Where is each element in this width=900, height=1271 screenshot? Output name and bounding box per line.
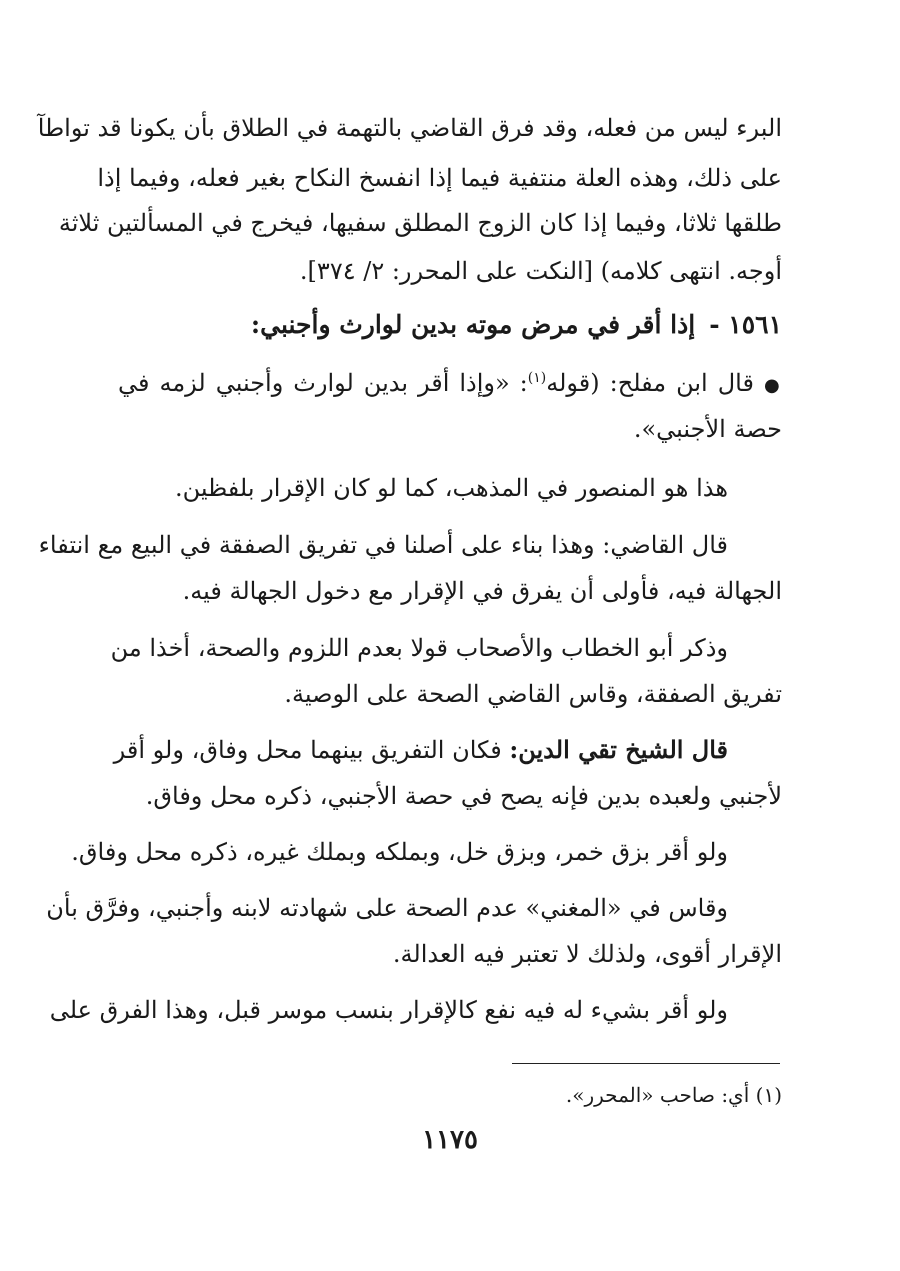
paragraph-5-text: فكان التفريق بينهما محل وفاق، ولو أقر <box>113 736 510 764</box>
section-number: ١٥٦١ - <box>709 310 782 339</box>
bullet-icon: ● <box>763 375 782 396</box>
footnote-divider <box>512 1063 780 1064</box>
paragraph-2-line-1: هذا هو المنصور في المذهب، كما لو كان الإقرار بلفظين. <box>174 474 728 502</box>
paragraph-1-line-1: البرء ليس من فعله، وقد فرق القاضي بالتهمة في الطلاق بأن يكونا قد تواطآ <box>37 114 782 142</box>
paragraph-6-line-1: ولو أقر بزق خمر، وبزق خل، وبملكه وبملك غيره، ذكره محل وفاق. <box>71 838 728 866</box>
paragraph-4-line-1: وذكر أبو الخطاب والأصحاب قولا بعدم اللزوم والصحة، أخذا من <box>110 634 728 662</box>
footnote-ref: (١) <box>527 370 547 386</box>
quote-line-2: حصة الأجنبي». <box>633 415 782 443</box>
section-heading <box>118 305 782 345</box>
paragraph-1-line-2: على ذلك، وهذه العلة منتفية فيما إذا انفسخ النكاح بغير فعله، وفيما إذا <box>97 164 782 192</box>
paragraph-8-line-1: ولو أقر بشيء له فيه نفع كالإقرار بنسب موسر قبل، وهذا الفرق على <box>49 996 728 1024</box>
quote-rest: : «وإذا أقر بدين لوارث وأجنبي لزمه في <box>118 369 528 397</box>
paragraph-7-line-2: الإقرار أقوى، ولذلك لا تعتبر فيه العدالة. <box>392 940 782 968</box>
paragraph-4-line-2: تفريق الصفقة، وقاس القاضي الصحة على الوصية. <box>284 680 782 708</box>
paragraph-5-line-2: لأجنبي ولعبده بدين فإنه يصح في حصة الأجنبي، ذكره محل وفاق. <box>145 782 782 810</box>
footnote: (١) أي: صاحب «المحرر». <box>565 1083 782 1107</box>
section-title: إذا أقر في مرض موته بدين لوارث وأجنبي: <box>250 310 696 339</box>
paragraph-5-line-1 <box>113 730 728 770</box>
paragraph-3-line-1: قال القاضي: وهذا بناء على أصلنا في تفريق الصفقة في البيع مع انتفاء <box>38 531 728 559</box>
paragraph-1-line-3: طلقها ثلاثا، وفيما إذا كان الزوج المطلق سفيها، فيخرج في المسألتين ثلاثة <box>58 209 782 237</box>
paragraph-3-line-2: الجهالة فيه، فأولى أن يفرق في الإقرار مع دخول الجهالة فيه. <box>182 577 782 605</box>
quote-lead: قال ابن مفلح: (قوله <box>546 369 754 397</box>
paragraph-5-bold-lead: قال الشيخ تقي الدين: <box>509 735 728 764</box>
page-number: ١١٧٥ <box>422 1125 478 1155</box>
paragraph-1-line-4: أوجه. انتهى كلامه) [النكت على المحرر: ٢/ ٣٧٤]. <box>299 257 782 285</box>
paragraph-7-line-1: وقاس في «المغني» عدم الصحة على شهادته لابنه وأجنبي، وفرَّق بأن <box>46 894 728 922</box>
quote-line-1 <box>118 363 782 406</box>
